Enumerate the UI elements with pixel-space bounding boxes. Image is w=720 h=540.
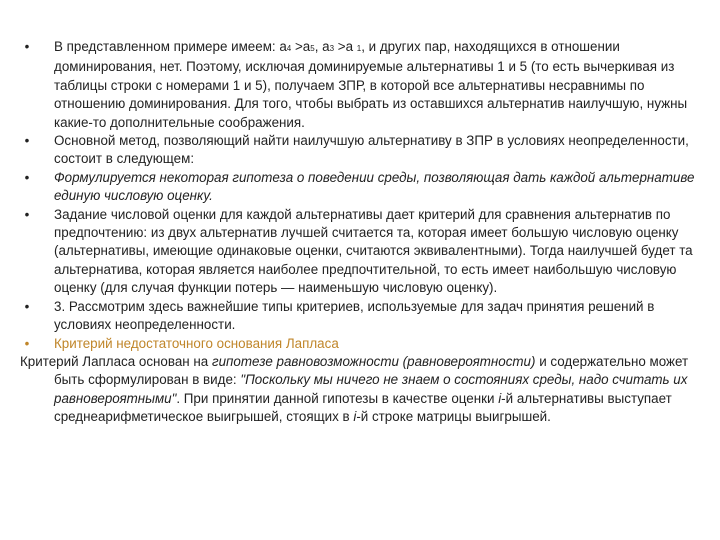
paragraph-dominance — [20, 38, 700, 132]
paragraph-text: Формулируется некоторая гипотеза о поведении среды, позволяющая дать каждой альтернативе единую числовую оценку. — [54, 169, 695, 204]
paragraph-laplace-description: Критерий Лапласа основан на гипотезе равновозможности (равновероятности) и содержательно может быть сформулирован в виде: "Поскольку мы ничего не знаем о состояниях среды, надо считать их равновероятными". При принятии данной гипотезы в качестве оценки i-й альтернативы выступает среднеарифметическое выигрышей, стоящих в i-й строке матрицы выигрышей. — [20, 353, 689, 425]
paragraph-hypothesis — [20, 169, 700, 206]
bullet-dot: • — [24, 39, 30, 54]
paragraph-numeric-estimate — [20, 206, 700, 298]
bullet-dot: • — [24, 206, 30, 222]
bullet-dot: • — [24, 169, 30, 185]
paragraph-text: Задание числовой оценки для каждой альтернативы дает критерий для сравнения альтернатив по предпочтению: из двух альтернатив лучшей считается та, которая имеет большую числовую оценку (альтернативы, имеющие одинаковые оценки, считаются эквивалентными). Тогда наилучшей будет та альтернатива, которая является наиболее предпочтительной, то есть имеет наибольшую числовую оценку (для случая функции потерь — наименьшую числовую оценку). — [54, 206, 693, 296]
paragraph-text: 3. Рассмотрим здесь важнейшие типы критериев, используемые для задач принятия решений в условиях неопределенности. — [54, 298, 655, 333]
paragraph-main-method — [20, 132, 700, 169]
paragraph-laplace-heading — [20, 335, 700, 353]
laplace-heading: Критерий недостаточного основания Лапласа — [54, 335, 339, 351]
paragraph-criteria-types — [20, 298, 700, 335]
paragraph-text: Основной метод, позволяющий найти наилучшую альтернативу в ЗПР в условиях неопределенности, состоит в следующем: — [54, 133, 689, 167]
bullet-dot: • — [24, 298, 30, 314]
paragraph-text: В представленном примере имеем: а4 >а5, а3 >а 1, и других пар, находящихся в отношении доминирования, нет. Поэтому, исключая доминируемые альтернативы 1 и 5 (то есть вычеркивая из таблицы строки с номерами 1 и 5), получаем ЗПР, в которой все альтернативы несравнимы по отношению доминирования. Для того, чтобы выбрать из оставшихся альтернатив наилучшую, нужны какие-то дополнительные соображения. — [54, 39, 688, 130]
bullet-dot: • — [24, 133, 30, 149]
bullet-dot: • — [24, 335, 30, 351]
slide-content — [20, 38, 700, 427]
